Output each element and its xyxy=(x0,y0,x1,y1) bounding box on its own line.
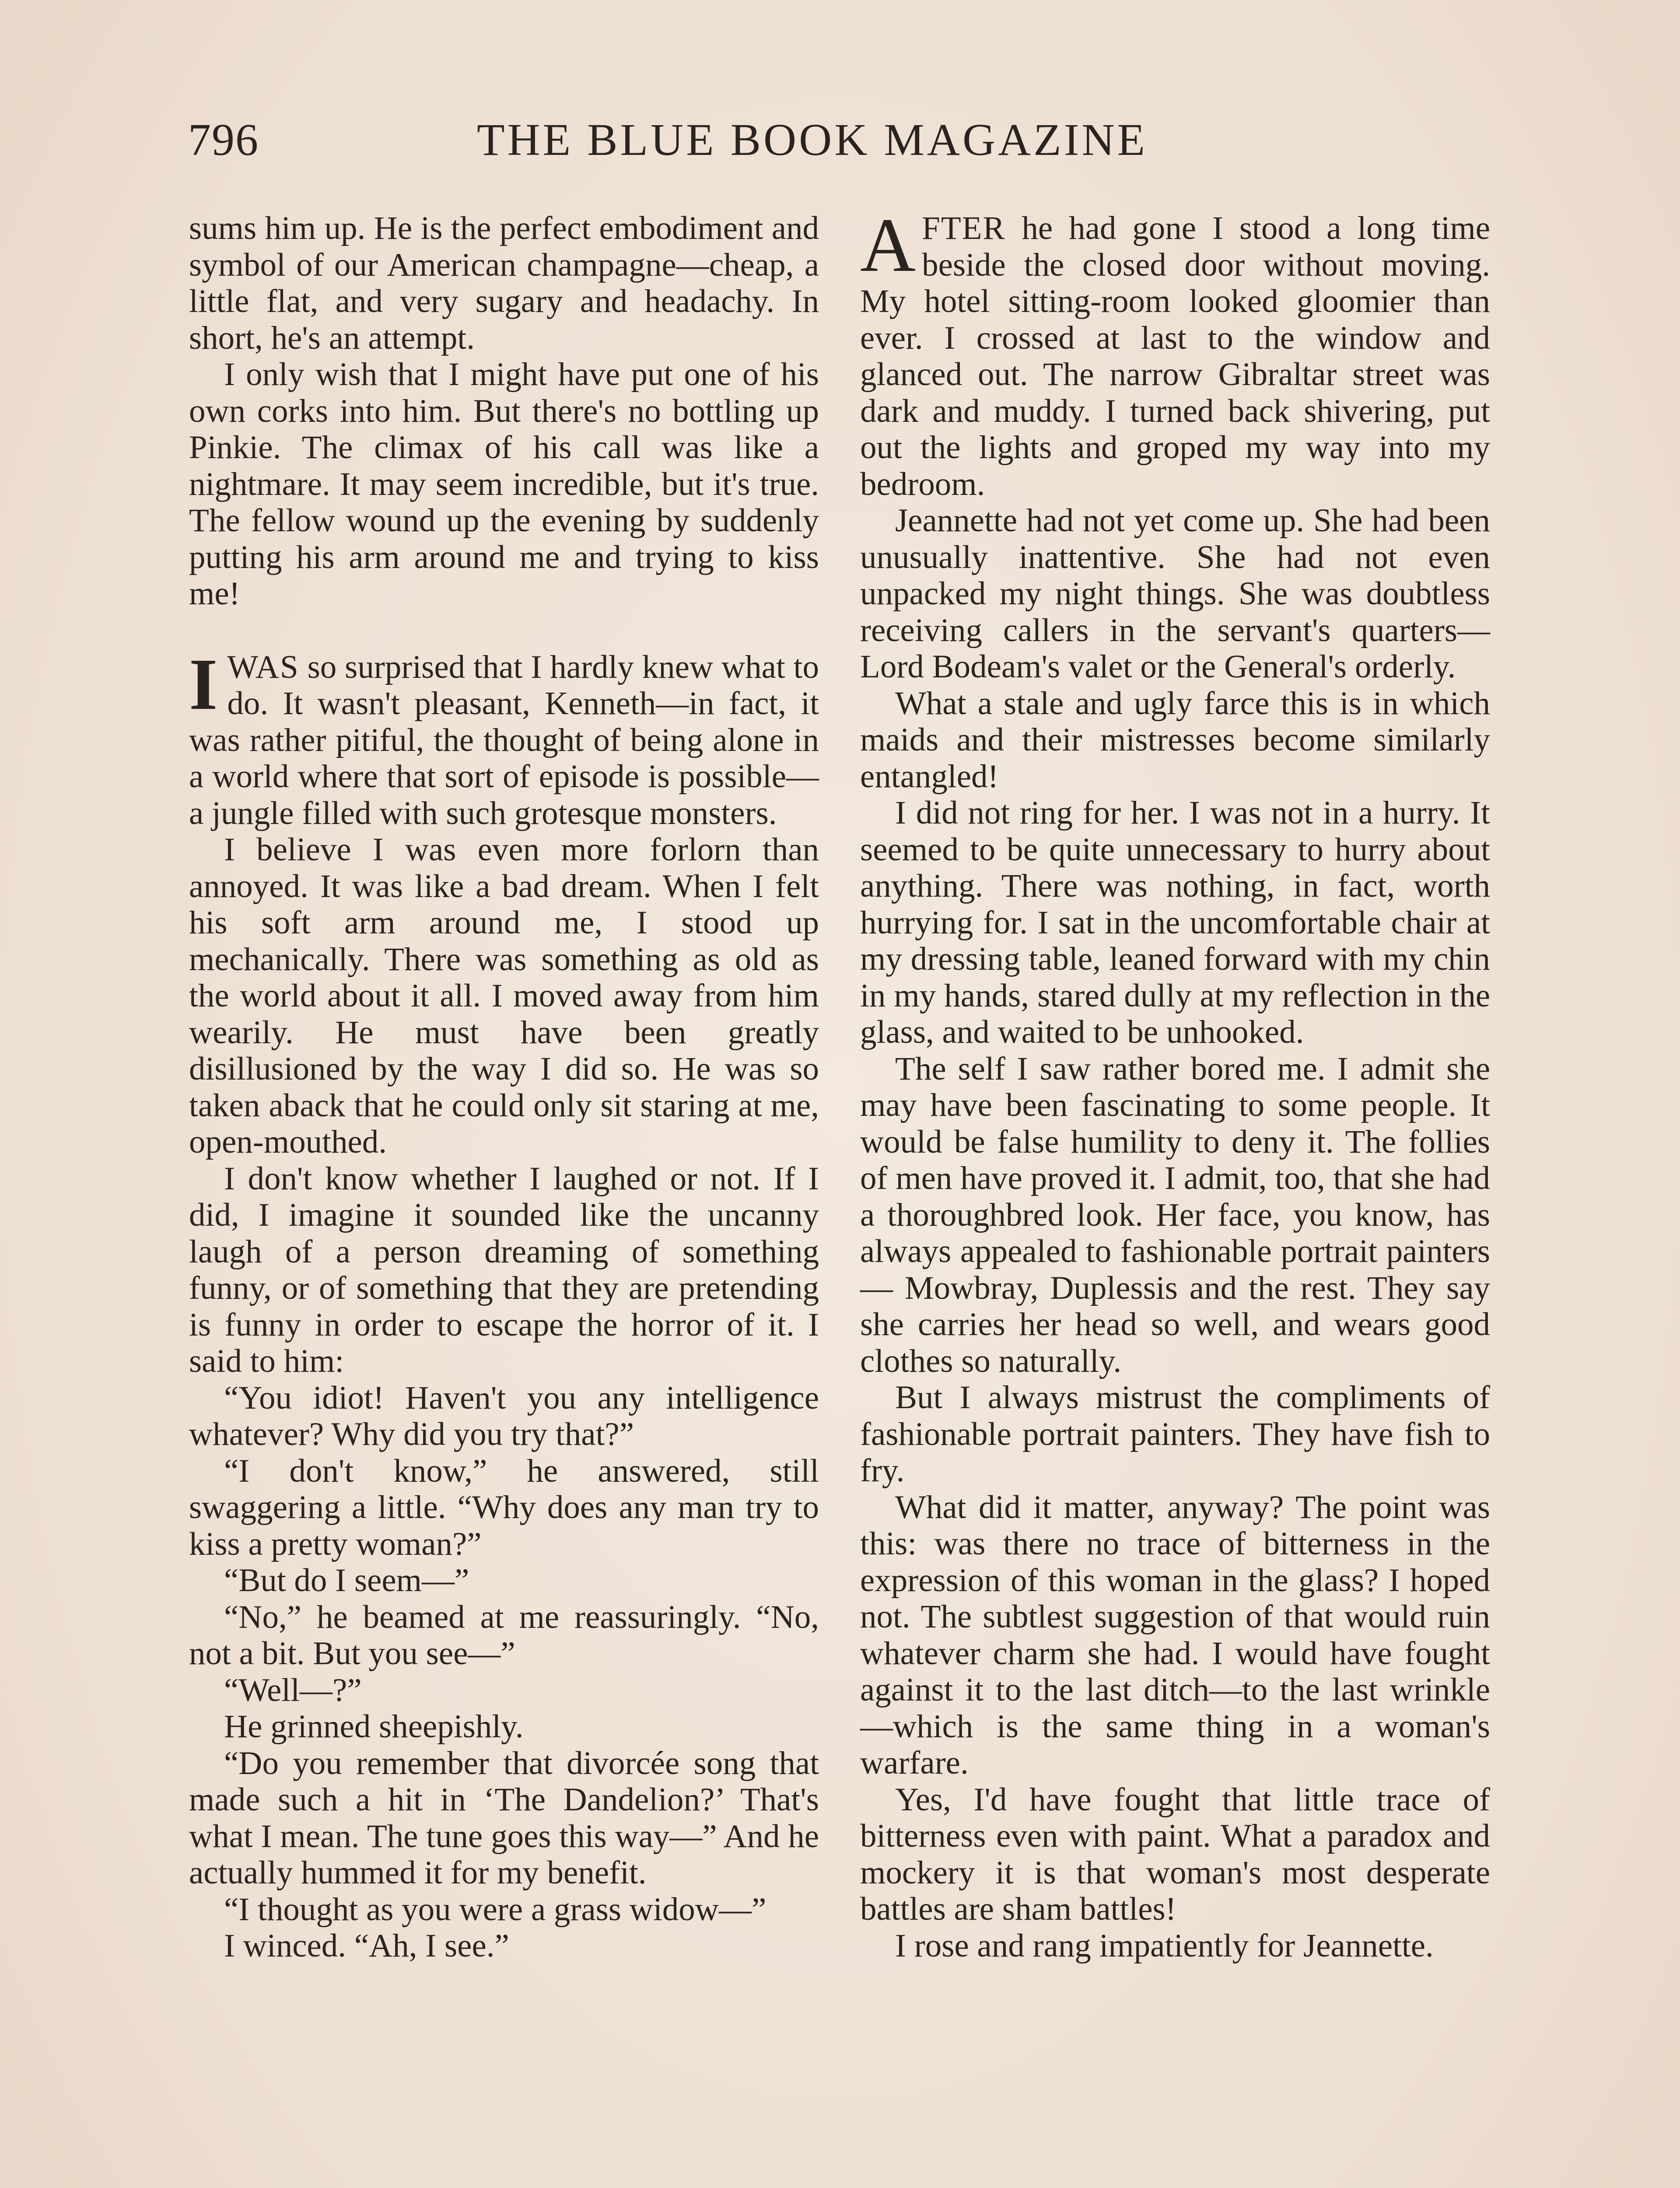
paragraph-text: he had gone I stood a long time beside the closed door without moving. My hotel sitting-room looked gloomier than ever. I crossed at last to the window and glanced out. The narrow Gibraltar street was dark and muddy. I turned back shivering, put out the lights and groped my way into my bedroom. xyxy=(860,210,1490,502)
section-opening-paragraph xyxy=(189,643,819,832)
paragraph: But I always mistrust the compliments of fashionable portrait painters. They have fish to fry. xyxy=(860,1379,1490,1489)
paragraph-text: so surprised that I hardly knew what to do. It wasn't pleasant, Kenneth—in fact, it was rather pitiful, the thought of being alone in a world where that sort of episode is possible—a jungle filled with such grotesque monsters. xyxy=(189,649,819,831)
paragraph: “Well—?” xyxy=(224,1672,362,1708)
page-header xyxy=(188,114,1208,175)
section-break xyxy=(189,612,819,649)
paragraph: “No,” he beamed at me reassuringly. “No, not a bit. But you see—” xyxy=(189,1599,819,1672)
paragraph: The self I saw rather bored me. I admit she may have been fascinating to some people. It would be false humility to deny it. The follies of men have proved it. I admit, too, that she had a thoroughbred look. Her face, you know, has always appealed to fashionable portrait painters — Mowbray, Duplessis and the rest. They say she carries her head so well, and wears good clothes so naturally. xyxy=(860,1050,1490,1379)
paragraph: I don't know whether I laughed or not. If I did, I imagine it sounded like the uncanny laugh of a person dreaming of something funny, or of something that they are pretending is funny in order to escape the horror of it. I said to him: xyxy=(189,1160,819,1379)
drop-cap: A xyxy=(860,203,916,288)
paragraph: I believe I was even more forlorn than annoyed. It was like a bad dream. When I felt his soft arm around me, I stood up mechanically. There was something as old as the world about it all. I moved away from him wearily. He must have been greatly disillusioned by the way I did so. He was so taken aback that he could only sit staring at me, open-mouthed. xyxy=(189,831,819,1160)
paragraph: I winced. “Ah, I see.” xyxy=(224,1928,509,1964)
paragraph: “I thought as you were a grass widow—” xyxy=(224,1891,766,1928)
page-number: 796 xyxy=(188,115,259,165)
paragraph: I only wish that I might have put one of his own corks into him. But there's no bottling up Pinkie. The climax of his call was like a nightmare. It may seem incredible, but it's true. The fellow wound up the evening by suddenly putting his arm around me and trying to kiss me! xyxy=(189,356,819,612)
small-caps-lead: WAS xyxy=(227,649,299,685)
paragraph: What a stale and ugly farce this is in which maids and their mistresses become similarly entangled! xyxy=(860,685,1490,795)
paragraph: What did it matter, anyway? The point was this: was there no trace of bitterness in the expression of this woman in the glass? I hoped not. The subtlest suggestion of that would ruin whatever charm she had. I would have fought against it to the last ditch—to the last wrinkle—which is the same thing in a woman's warfare. xyxy=(860,1489,1490,1781)
paragraph: “But do I seem—” xyxy=(224,1562,469,1599)
paragraph: “I don't know,” he answered, still swaggering a little. “Why does any man try to kiss a pretty woman?” xyxy=(189,1452,819,1562)
drop-cap: I xyxy=(189,643,218,725)
section-opening-paragraph xyxy=(860,203,1490,502)
small-caps-lead: FTER xyxy=(922,210,1006,246)
paragraph: Jeannette had not yet come up. She had been unusually inattentive. She had not even unpacked my night things. She was doubtless receiving callers in the servant's quarters—Lord Bodeam's valet or the General's orderly. xyxy=(860,502,1490,685)
paragraph: He grinned sheepishly. xyxy=(224,1708,524,1745)
paragraph: sums him up. He is the perfect embodiment and symbol of our American champagne—cheap, a little flat, and very sugary and headachy. In short, he's an attempt. xyxy=(189,210,819,356)
paragraph: I rose and rang impatiently for Jeannette. xyxy=(895,1927,1434,1964)
paragraph: Yes, I'd have fought that little trace of bitterness even with paint. What a paradox and mockery it is that woman's most desperate battles are sham battles! xyxy=(860,1781,1490,1927)
paragraph: “You idiot! Haven't you any intelligence whatever? Why did you try that?” xyxy=(189,1379,819,1452)
left-column xyxy=(189,210,819,1964)
paragraph: I did not ring for her. I was not in a hurry. It seemed to be quite unnecessary to hurry about anything. There was nothing, in fact, worth hurrying for. I sat in the uncomfortable chair at my dressing table, leaned forward with my chin in my hands, stared dully at my reflection in the glass, and waited to be unhooked. xyxy=(860,795,1490,1050)
right-column xyxy=(860,203,1490,1964)
magazine-title: THE BLUE BOOK MAGAZINE xyxy=(477,115,1148,165)
paragraph: “Do you remember that divorcée song that made such a hit in ‘The Dandelion?’ That's what I mean. The tune goes this way—” And he actually hummed it for my benefit. xyxy=(189,1745,819,1891)
